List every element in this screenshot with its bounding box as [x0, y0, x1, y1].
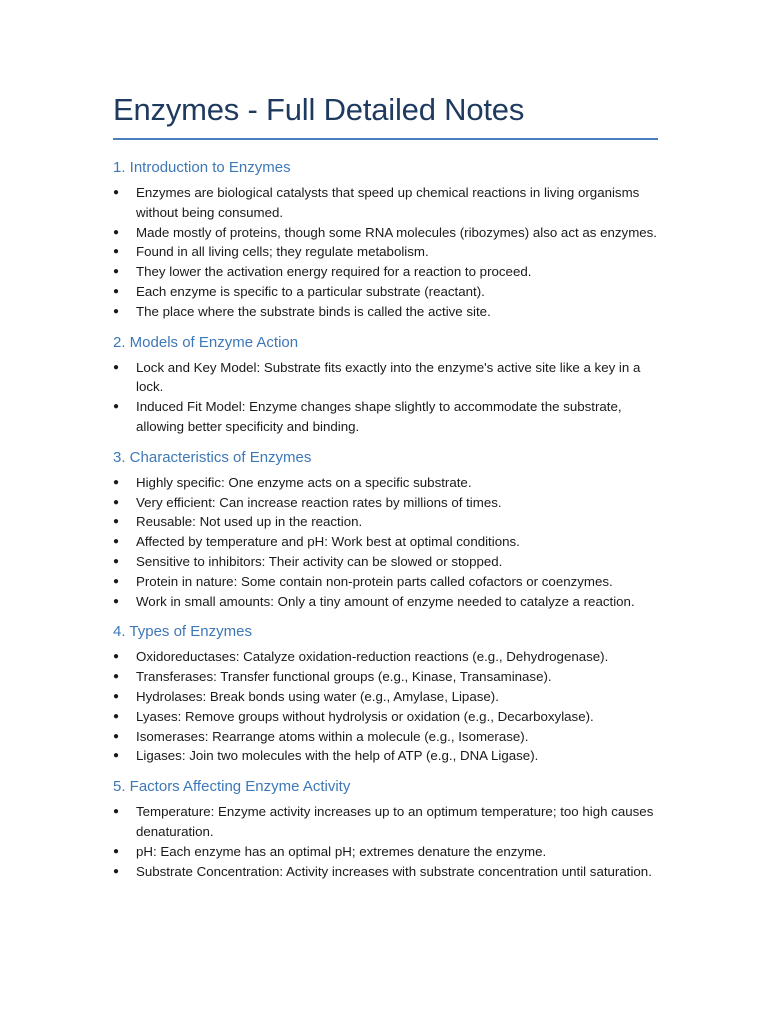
- list-item-text: Lock and Key Model: Substrate fits exactly into the enzyme's active site like a key in a lock.: [136, 359, 641, 395]
- list-item-text: Transferases: Transfer functional groups (e.g., Kinase, Transaminase).: [136, 669, 552, 685]
- bullet-list: [113, 802, 658, 881]
- bullet-icon: ●: [113, 226, 120, 238]
- bullet-list: [113, 647, 658, 766]
- list-item: [113, 802, 658, 842]
- list-item-text: Very efficient: Can increase reaction rates by millions of times.: [136, 494, 502, 510]
- bullet-icon: ●: [113, 730, 120, 742]
- section: [113, 158, 658, 322]
- list-item-text: pH: Each enzyme has an optimal pH; extremes denature the enzyme.: [136, 843, 547, 859]
- list-item: [113, 397, 658, 437]
- list-item-text: Affected by temperature and pH: Work best at optimal conditions.: [136, 534, 520, 550]
- list-item-text: Ligases: Join two molecules with the help of ATP (e.g., DNA Ligase).: [136, 748, 539, 764]
- list-item: [113, 512, 658, 532]
- bullet-icon: ●: [113, 285, 120, 297]
- list-item-text: Induced Fit Model: Enzyme changes shape slightly to accommodate the substrate, allowing better specificity and binding.: [136, 399, 622, 434]
- list-item: [113, 358, 658, 398]
- list-item: [113, 746, 658, 766]
- bullet-icon: ●: [113, 806, 120, 818]
- section-heading: 2. Models of Enzyme Action: [113, 333, 299, 351]
- list-item-text: Hydrolases: Break bonds using water (e.g., Amylase, Lipase).: [136, 688, 499, 704]
- section: [113, 333, 658, 437]
- bullet-icon: ●: [113, 555, 120, 567]
- list-item-text: Substrate Concentration: Activity increases with substrate concentration until saturation.: [136, 863, 652, 879]
- list-item: [113, 592, 658, 612]
- list-item-text: Temperature: Enzyme activity increases up to an optimum temperature; too high causes denaturation.: [136, 804, 654, 839]
- section-heading: 4. Types of Enzymes: [113, 623, 252, 641]
- list-item: [113, 242, 658, 262]
- list-item-text: Reusable: Not used up in the reaction.: [136, 514, 363, 530]
- bullet-icon: ●: [113, 865, 120, 877]
- list-item-text: Found in all living cells; they regulate metabolism.: [136, 244, 429, 260]
- list-item: [113, 262, 658, 282]
- list-item-text: Work in small amounts: Only a tiny amount of enzyme needed to catalyze a reaction.: [136, 593, 635, 609]
- bullet-icon: ●: [113, 361, 120, 373]
- document-page: [113, 88, 658, 892]
- bullet-icon: ●: [113, 401, 120, 413]
- bullet-icon: ●: [113, 305, 120, 317]
- list-item: [113, 842, 658, 862]
- section: [113, 777, 658, 881]
- list-item-text: Enzymes are biological catalysts that speed up chemical reactions in living organisms without being consumed.: [136, 185, 640, 220]
- list-item-text: Lyases: Remove groups without hydrolysis or oxidation (e.g., Decarboxylase).: [136, 708, 594, 724]
- list-item-text: They lower the activation energy required for a reaction to proceed.: [136, 264, 532, 280]
- bullet-icon: ●: [113, 575, 120, 587]
- bullet-icon: ●: [113, 496, 120, 508]
- bullet-icon: ●: [113, 266, 120, 278]
- bullet-icon: ●: [113, 246, 120, 258]
- list-item: [113, 493, 658, 513]
- list-item-text: Oxidoreductases: Catalyze oxidation-reduction reactions (e.g., Dehydrogenase).: [136, 649, 609, 665]
- list-item-text: Isomerases: Rearrange atoms within a molecule (e.g., Isomerase).: [136, 728, 529, 744]
- list-item-text: Protein in nature: Some contain non-protein parts called cofactors or coenzymes.: [136, 573, 613, 589]
- bullet-icon: ●: [113, 651, 120, 663]
- list-item: [113, 282, 658, 302]
- list-item-text: Each enzyme is specific to a particular substrate (reactant).: [136, 283, 485, 299]
- page-title: Enzymes - Full Detailed Notes: [113, 92, 525, 127]
- list-item: [113, 223, 658, 243]
- bullet-icon: ●: [113, 187, 120, 198]
- list-item: [113, 532, 658, 552]
- list-item: [113, 687, 658, 707]
- bullet-icon: ●: [113, 750, 120, 762]
- bullet-icon: ●: [113, 476, 120, 488]
- list-item-text: Highly specific: One enzyme acts on a specific substrate.: [136, 474, 472, 490]
- section-heading: 3. Characteristics of Enzymes: [113, 448, 312, 466]
- bullet-icon: ●: [113, 595, 120, 607]
- section: [113, 448, 658, 612]
- list-item-text: Made mostly of proteins, though some RNA molecules (ribozymes) also act as enzymes.: [136, 224, 658, 240]
- list-item: [113, 302, 658, 322]
- section-heading: 5. Factors Affecting Enzyme Activity: [113, 778, 351, 796]
- list-item-text: Sensitive to inhibitors: Their activity can be slowed or stopped.: [136, 553, 503, 569]
- list-item: [113, 707, 658, 727]
- title-divider: [113, 138, 658, 140]
- list-item-text: The place where the substrate binds is called the active site.: [136, 303, 491, 319]
- bullet-icon: ●: [113, 845, 120, 857]
- list-item: [113, 727, 658, 747]
- bullet-list: [113, 473, 658, 612]
- list-item: [113, 552, 658, 572]
- bullet-icon: ●: [113, 516, 120, 528]
- list-item: [113, 473, 658, 493]
- section-heading: 1. Introduction to Enzymes: [113, 159, 291, 176]
- list-item: [113, 862, 658, 882]
- section: [113, 622, 658, 766]
- bullet-list: [113, 183, 658, 322]
- list-item: [113, 647, 658, 667]
- list-item: [113, 572, 658, 592]
- list-item: [113, 183, 658, 223]
- bullet-list: [113, 358, 658, 437]
- sections-container: [113, 158, 658, 881]
- list-item: [113, 667, 658, 687]
- bullet-icon: ●: [113, 710, 120, 722]
- bullet-icon: ●: [113, 671, 120, 683]
- bullet-icon: ●: [113, 690, 120, 702]
- bullet-icon: ●: [113, 536, 120, 548]
